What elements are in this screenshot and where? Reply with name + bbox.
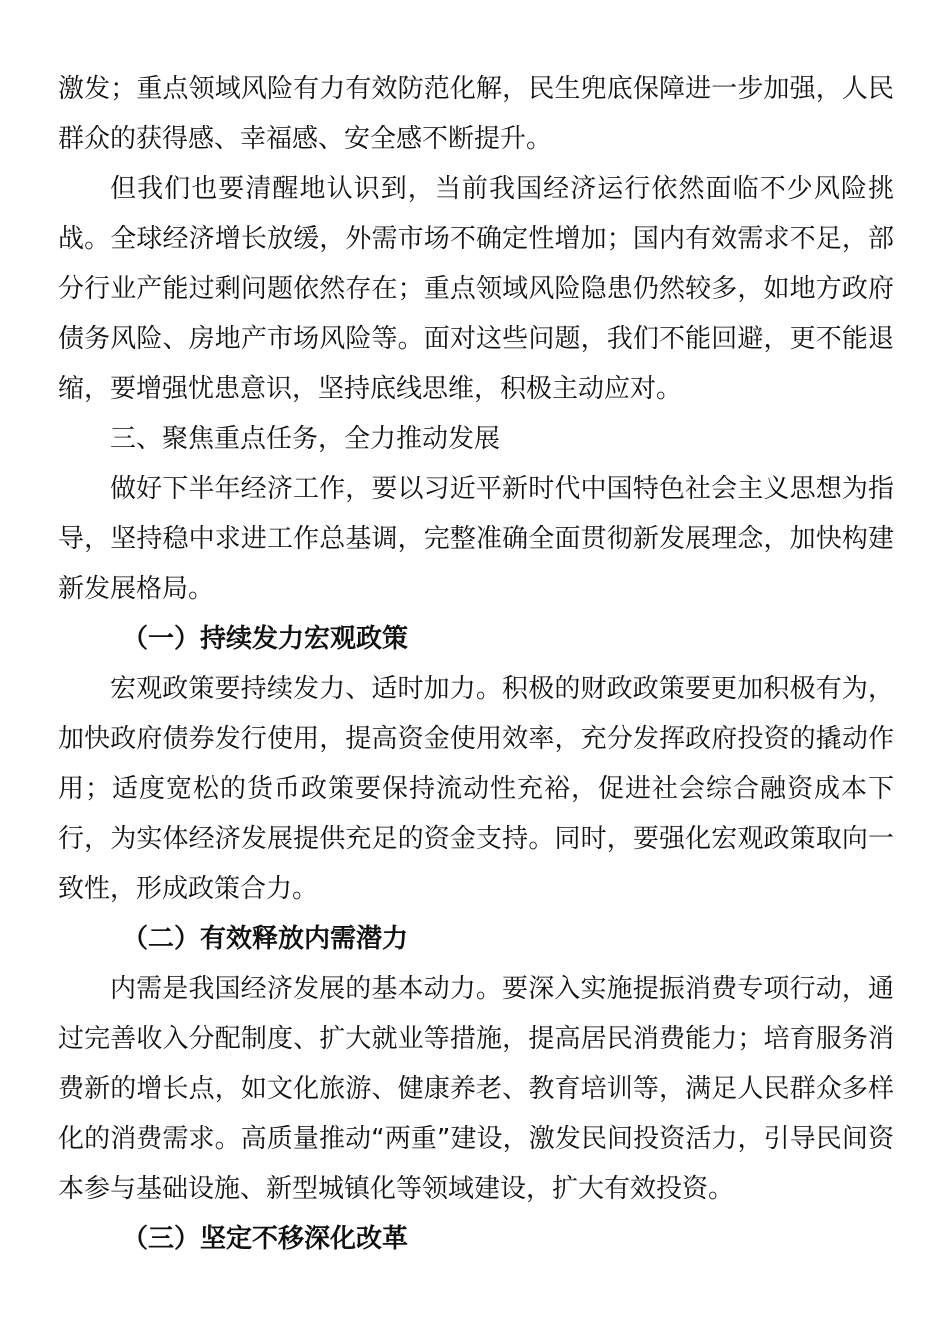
paragraph-domestic-demand: 内需是我国经济发展的基本动力。要深入实施提振消费专项行动，通过完善收入分配制度、扩大就业等措施，提高居民消费能力；培育服务消费新的增长点，如文化旅游、健康养老、教育培训等，满足人民群众多样化的消费需求。高质量推动“两重”建设，激发民间投资活力，引导民间资本参与基础设施、新型城镇化等领域建设，扩大有效投资。: [58, 974, 894, 1204]
paragraph-macro-policy: 宏观政策要持续发力、适时加力。积极的财政政策要更加积极有为，加快政府债券发行使用，提高资金使用效率，充分发挥政府投资的撬动作用；适度宽松的货币政策要保持流动性充裕，促进社会综合融资成本下行，为实体经济发展提供充足的资金支持。同时，要强化宏观政策取向一致性，形成政策合力。: [58, 674, 894, 904]
paragraph-guidance: 做好下半年经济工作，要以习近平新时代中国特色社会主义思想为指导，坚持稳中求进工作总基调，完整准确全面贯彻新发展理念，加快构建新发展格局。: [58, 474, 894, 604]
subheading-3: （三）坚定不移深化改革: [122, 1224, 409, 1254]
subheading-2: （二）有效释放内需潜力: [122, 924, 409, 954]
document-page: [58, 64, 894, 1264]
paragraph-risks: 但我们也要清醒地认识到，当前我国经济运行依然面临不少风险挑战。全球经济增长放缓，外需市场不确定性增加；国内有效需求不足，部分行业产能过剩问题依然存在；重点领域风险隐患仍然较多，如地方政府债务风险、房地产市场风险等。面对这些问题，我们不能回避，更不能退缩，要增强忧患意识，坚持底线思维，积极主动应对。: [58, 174, 894, 404]
subheading-1: （一）持续发力宏观政策: [122, 624, 409, 654]
section-heading-3: 三、聚焦重点任务，全力推动发展: [110, 424, 501, 454]
paragraph-continued: 激发；重点领域风险有力有效防范化解，民生兜底保障进一步加强，人民群众的获得感、幸福感、安全感不断提升。: [58, 74, 894, 154]
